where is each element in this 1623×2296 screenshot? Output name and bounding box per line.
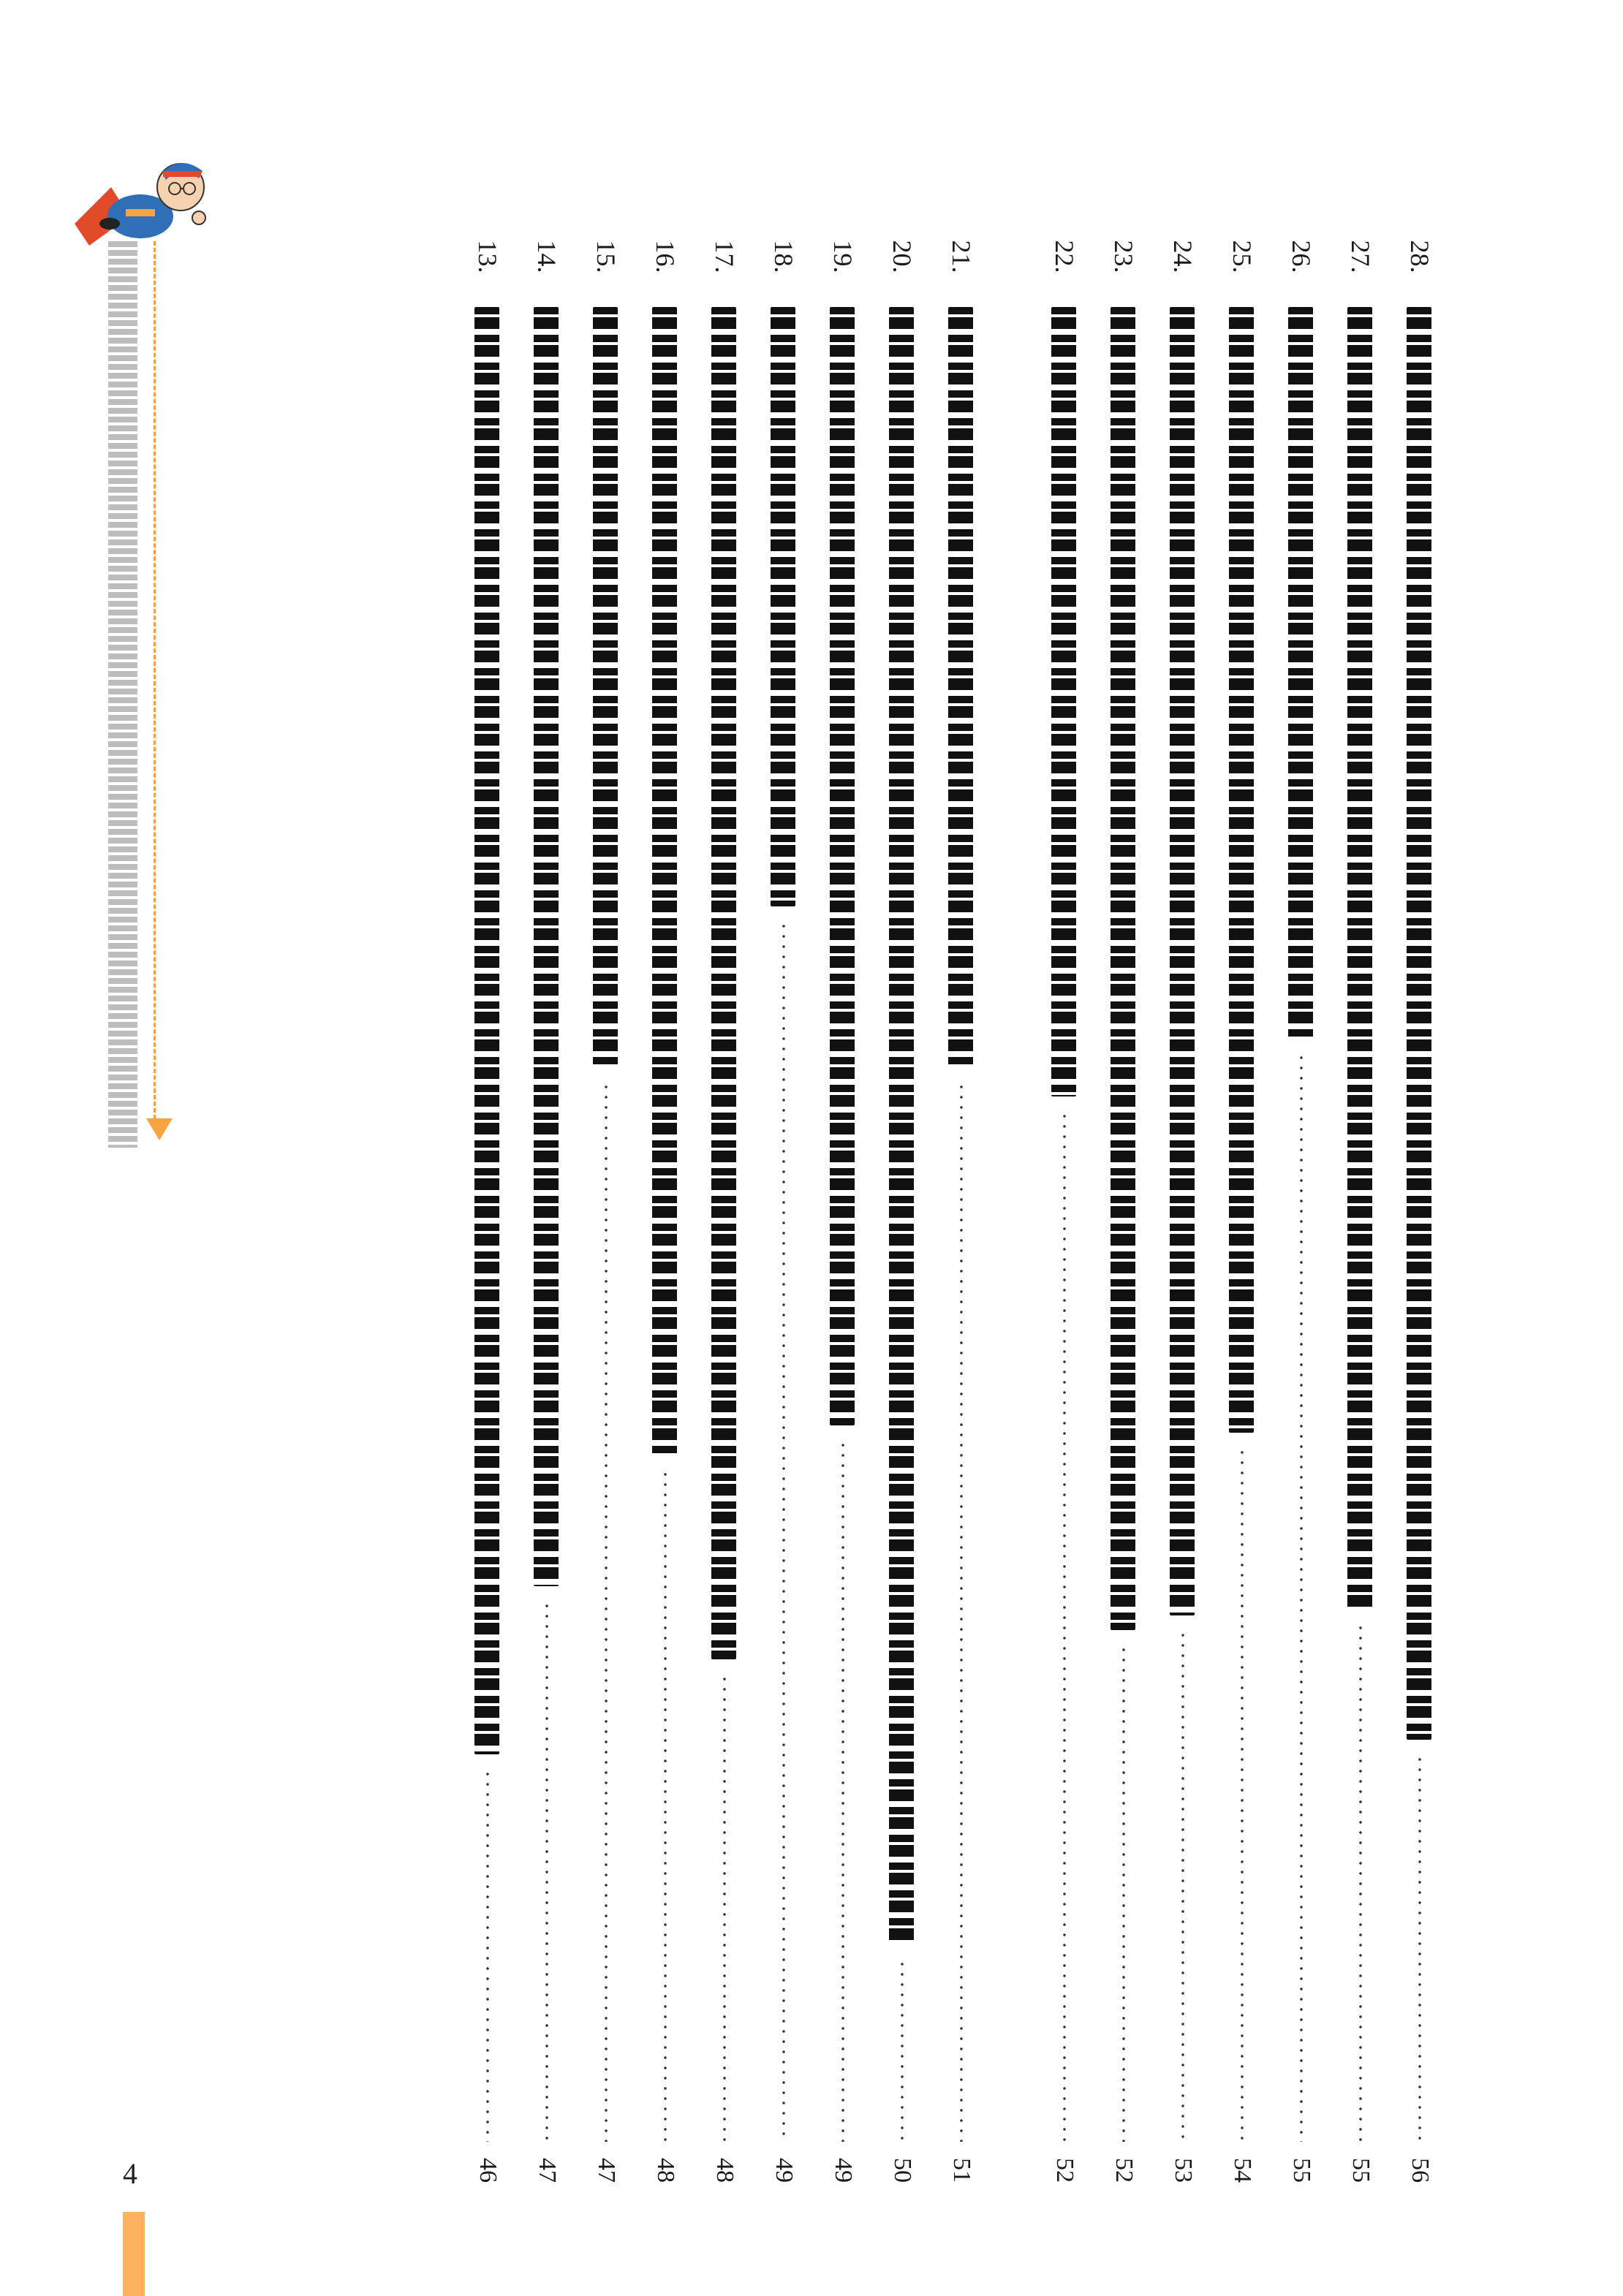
toc-leader-dots <box>1122 1645 1125 2142</box>
toc-entry[interactable] <box>879 240 926 2183</box>
toc-entry-page: 49 <box>830 2158 857 2183</box>
toc-entry[interactable] <box>464 240 511 2183</box>
toc-entry-page: 51 <box>948 2158 975 2183</box>
toc-leader-dots <box>545 1601 548 2142</box>
toc-entry[interactable] <box>938 240 985 2183</box>
toc-entry[interactable] <box>1337 240 1384 2183</box>
toc-leader-dots <box>605 1082 608 2142</box>
flying-boy-mascot-icon <box>60 136 221 260</box>
toc-entry-title-script <box>474 307 499 1754</box>
toc-entry-number: 21. <box>947 240 976 273</box>
toc-entry-page: 52 <box>1111 2158 1138 2183</box>
toc-leader-dots <box>1241 1447 1244 2142</box>
toc-entry-title-script <box>1111 307 1135 1630</box>
toc-entry-page: 55 <box>1347 2158 1374 2183</box>
toc-leader-dots <box>960 1082 963 2142</box>
toc-entry-title-script <box>1229 307 1254 1433</box>
toc-leader-dots <box>841 1440 844 2142</box>
toc-entry-number: 25. <box>1227 240 1257 273</box>
toc-entry-title-script <box>1347 307 1372 1608</box>
toc-entry-number: 13. <box>473 240 502 273</box>
toc-entry[interactable] <box>701 240 748 2183</box>
toc-entry-page: 53 <box>1170 2158 1197 2183</box>
toc-leader-dots <box>901 1959 904 2142</box>
toc-entry-page: 49 <box>771 2158 798 2183</box>
toc-entry-title-script <box>593 307 618 1067</box>
toc-entry-title-script <box>1051 307 1076 1096</box>
toc-entry[interactable] <box>523 240 570 2183</box>
toc-entry-title-script <box>652 307 677 1455</box>
toc-entry-number: 27. <box>1346 240 1375 273</box>
toc-entry-page: 47 <box>534 2158 561 2183</box>
toc-entry-page: 50 <box>889 2158 916 2183</box>
toc-entry-number: 20. <box>888 240 917 273</box>
toc-entry-title-script <box>534 307 559 1586</box>
toc-entry-number: 28. <box>1405 240 1434 273</box>
toc-entry[interactable] <box>1100 240 1147 2183</box>
toc-leader-dots <box>1181 1630 1184 2142</box>
toc-entry[interactable] <box>583 240 629 2183</box>
toc-entry-title-script <box>771 307 795 906</box>
toc-entry[interactable] <box>760 240 807 2183</box>
toc-entry-number: 18. <box>769 240 798 273</box>
toc-entry-page: 48 <box>711 2158 738 2183</box>
toc-entry-title-script <box>889 307 914 1944</box>
toc-entry[interactable] <box>1159 240 1206 2183</box>
triangle-arrow-icon <box>146 1118 173 1140</box>
dashed-divider <box>154 241 156 1126</box>
toc-leader-dots <box>782 921 785 2142</box>
toc-entry-number: 19. <box>828 240 858 273</box>
toc-entry-number: 17. <box>710 240 739 273</box>
toc-entry-page: 47 <box>593 2158 620 2183</box>
toc-entry[interactable] <box>820 240 866 2183</box>
toc-leader-dots <box>486 1769 489 2142</box>
toc-leader-dots <box>1300 1053 1303 2142</box>
toc-leader-dots <box>664 1469 667 2142</box>
toc-entry-page: 52 <box>1051 2158 1078 2183</box>
toc-entry-page: 46 <box>474 2158 502 2183</box>
toc-entry-number: 15. <box>591 240 621 273</box>
toc-entry-number: 14. <box>532 240 561 273</box>
toc-leader-dots <box>1359 1623 1362 2142</box>
toc-entry-page: 56 <box>1407 2158 1434 2183</box>
toc-entry-number: 16. <box>651 240 680 273</box>
toc-entry[interactable] <box>642 240 689 2183</box>
toc-entry-title-script <box>948 307 973 1067</box>
toc-entry[interactable] <box>1041 240 1088 2183</box>
toc-entry-number: 23. <box>1109 240 1138 273</box>
toc-entry-title-script <box>1288 307 1313 1038</box>
toc-entry-title-script <box>830 307 855 1425</box>
running-head-script <box>108 241 137 1148</box>
toc-entry-title-script <box>1407 307 1431 1740</box>
folio-accent-bar <box>123 2212 145 2296</box>
page-number: 4 <box>123 2157 137 2190</box>
toc-entry[interactable] <box>1219 240 1266 2183</box>
toc-leader-dots <box>1063 1111 1066 2142</box>
toc-entry-number: 22. <box>1050 240 1079 273</box>
toc-entry-title-script <box>711 307 736 1659</box>
toc-entry-title-script <box>1170 307 1195 1615</box>
toc-entry[interactable] <box>1278 240 1325 2183</box>
toc-entry[interactable] <box>1396 240 1443 2183</box>
toc-entry-page: 48 <box>652 2158 679 2183</box>
toc-entry-page: 54 <box>1229 2158 1256 2183</box>
toc-leader-dots <box>1418 1754 1421 2142</box>
toc-entry-number: 24. <box>1168 240 1198 273</box>
toc-entry-number: 26. <box>1287 240 1316 273</box>
toc-leader-dots <box>723 1674 726 2142</box>
toc-entry-page: 55 <box>1288 2158 1315 2183</box>
